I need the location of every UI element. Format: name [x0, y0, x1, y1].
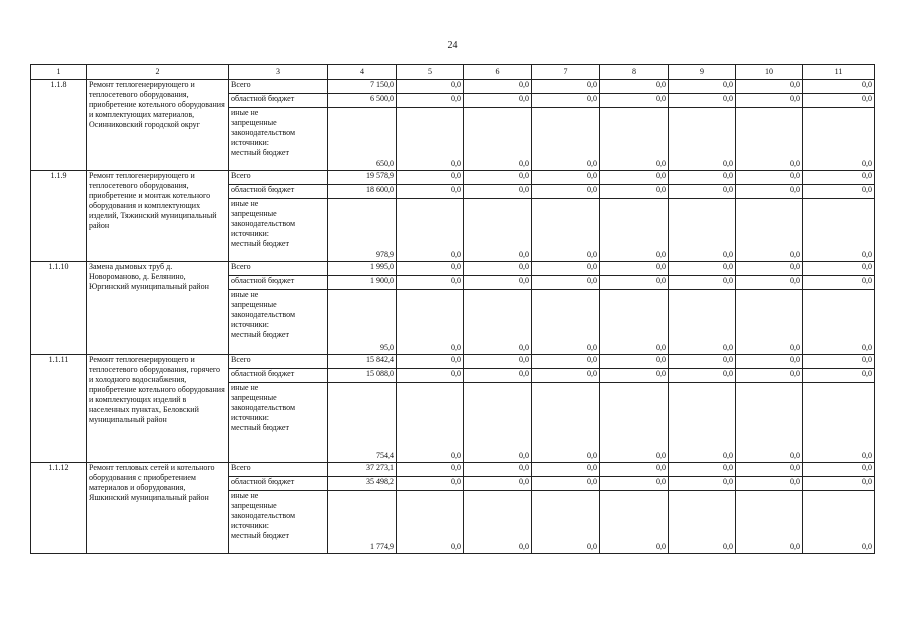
amount-cell: 0,0: [736, 171, 803, 185]
amount-cell: 0,0: [600, 355, 669, 369]
amount-cell: 0,0: [803, 355, 875, 369]
amount-cell: 19 578,9: [328, 171, 397, 185]
item-description: Замена дымовых труб д. Новороманово, д. Белянино, Юргинский муниципальный район: [87, 262, 229, 355]
item-description: Ремонт теплогенерирующего и теплосетевого оборудования, приобретение котельного оборудования и комплектующих материалов, Осинниковский городской округ: [87, 80, 229, 171]
column-header: 2: [87, 65, 229, 80]
amount-cell: 0,0: [600, 262, 669, 276]
amount-cell: 1 995,0: [328, 262, 397, 276]
amount-cell: 0,0: [669, 276, 736, 290]
amount-cell: 0,0: [736, 199, 803, 262]
column-header: 4: [328, 65, 397, 80]
amount-cell: 0,0: [397, 290, 464, 355]
amount-cell: 0,0: [803, 369, 875, 383]
table-row: [31, 171, 875, 185]
amount-cell: 0,0: [669, 94, 736, 108]
amount-cell: 0,0: [397, 199, 464, 262]
column-header: 1: [31, 65, 87, 80]
amount-cell: 0,0: [736, 463, 803, 477]
funding-source: иные не запрещенные законодательством источники: местный бюджет: [229, 199, 328, 262]
amount-cell: 0,0: [532, 491, 600, 554]
amount-cell: 7 150,0: [328, 80, 397, 94]
column-header: 5: [397, 65, 464, 80]
amount-cell: 0,0: [669, 185, 736, 199]
funding-source: иные не запрещенные законодательством источники: местный бюджет: [229, 383, 328, 463]
amount-cell: 0,0: [600, 80, 669, 94]
amount-cell: 0,0: [532, 477, 600, 491]
amount-cell: 15 842,4: [328, 355, 397, 369]
funding-source: областной бюджет: [229, 369, 328, 383]
funding-source: Всего: [229, 463, 328, 477]
amount-cell: 754,4: [328, 383, 397, 463]
amount-cell: 0,0: [803, 185, 875, 199]
amount-cell: 0,0: [600, 276, 669, 290]
funding-source: областной бюджет: [229, 94, 328, 108]
amount-cell: 0,0: [600, 108, 669, 171]
amount-cell: 0,0: [600, 290, 669, 355]
amount-cell: 0,0: [669, 463, 736, 477]
amount-cell: 0,0: [532, 185, 600, 199]
amount-cell: 0,0: [600, 477, 669, 491]
amount-cell: 0,0: [397, 80, 464, 94]
column-header: 3: [229, 65, 328, 80]
amount-cell: 0,0: [600, 463, 669, 477]
amount-cell: 15 088,0: [328, 369, 397, 383]
amount-cell: 0,0: [803, 491, 875, 554]
amount-cell: 0,0: [736, 108, 803, 171]
funding-source: областной бюджет: [229, 477, 328, 491]
amount-cell: 0,0: [464, 262, 532, 276]
amount-cell: 1 900,0: [328, 276, 397, 290]
item-number: 1.1.8: [31, 80, 87, 171]
amount-cell: 0,0: [669, 80, 736, 94]
amount-cell: 0,0: [669, 290, 736, 355]
amount-cell: 0,0: [736, 276, 803, 290]
amount-cell: 0,0: [397, 108, 464, 171]
table-row: [31, 463, 875, 477]
amount-cell: 0,0: [803, 262, 875, 276]
amount-cell: 0,0: [669, 199, 736, 262]
amount-cell: 0,0: [736, 355, 803, 369]
amount-cell: 0,0: [397, 276, 464, 290]
amount-cell: 0,0: [736, 262, 803, 276]
item-description: Ремонт тепловых сетей и котельного оборудования с приобретением материалов и оборудования, Яшкинский муниципальный район: [87, 463, 229, 554]
budget-table: [30, 64, 875, 554]
column-header-row: [31, 65, 875, 80]
amount-cell: 6 500,0: [328, 94, 397, 108]
amount-cell: 0,0: [397, 94, 464, 108]
amount-cell: 0,0: [736, 477, 803, 491]
amount-cell: 95,0: [328, 290, 397, 355]
amount-cell: 0,0: [736, 185, 803, 199]
amount-cell: 0,0: [464, 369, 532, 383]
column-header: 10: [736, 65, 803, 80]
amount-cell: 35 498,2: [328, 477, 397, 491]
amount-cell: 0,0: [669, 108, 736, 171]
amount-cell: 0,0: [600, 171, 669, 185]
column-header: 6: [464, 65, 532, 80]
amount-cell: 0,0: [669, 262, 736, 276]
amount-cell: 0,0: [397, 383, 464, 463]
amount-cell: 0,0: [532, 276, 600, 290]
amount-cell: 0,0: [464, 80, 532, 94]
amount-cell: 0,0: [397, 171, 464, 185]
item-number: 1.1.9: [31, 171, 87, 262]
amount-cell: 0,0: [397, 491, 464, 554]
amount-cell: 0,0: [532, 369, 600, 383]
amount-cell: 0,0: [397, 369, 464, 383]
amount-cell: 0,0: [600, 383, 669, 463]
funding-source: Всего: [229, 355, 328, 369]
funding-source: иные не запрещенные законодательством источники: местный бюджет: [229, 290, 328, 355]
amount-cell: 0,0: [464, 477, 532, 491]
amount-cell: 0,0: [464, 355, 532, 369]
amount-cell: 37 273,1: [328, 463, 397, 477]
funding-source: Всего: [229, 262, 328, 276]
table-row: [31, 80, 875, 94]
amount-cell: 0,0: [464, 94, 532, 108]
page-number: 24: [447, 40, 458, 51]
item-description: Ремонт теплогенерирующего и теплосетевого оборудования, приобретение и монтаж котельного оборудования и комплектующих изделий, Тяжинский муниципальный район: [87, 171, 229, 262]
funding-source: иные не запрещенные законодательством источники: местный бюджет: [229, 108, 328, 171]
column-header: 8: [600, 65, 669, 80]
amount-cell: 0,0: [464, 290, 532, 355]
amount-cell: 0,0: [397, 185, 464, 199]
amount-cell: 0,0: [669, 477, 736, 491]
amount-cell: 0,0: [464, 463, 532, 477]
amount-cell: 0,0: [600, 369, 669, 383]
table-row: [31, 262, 875, 276]
amount-cell: 0,0: [736, 369, 803, 383]
item-number: 1.1.10: [31, 262, 87, 355]
amount-cell: 0,0: [736, 94, 803, 108]
amount-cell: 0,0: [532, 80, 600, 94]
amount-cell: 0,0: [532, 262, 600, 276]
funding-source: Всего: [229, 171, 328, 185]
amount-cell: 0,0: [464, 276, 532, 290]
item-description: Ремонт теплогенерирующего и теплосетевого оборудования, горячего и холодного водоснабжения, приобретение котельного оборудования и комплектующих изделий в населенных пунктах, Беловский муниципальный район: [87, 355, 229, 463]
amount-cell: 0,0: [532, 290, 600, 355]
table-row: [31, 355, 875, 369]
column-header: 11: [803, 65, 875, 80]
funding-source: Всего: [229, 80, 328, 94]
amount-cell: 0,0: [669, 171, 736, 185]
amount-cell: 0,0: [736, 491, 803, 554]
amount-cell: 0,0: [532, 171, 600, 185]
amount-cell: 0,0: [464, 171, 532, 185]
amount-cell: 0,0: [803, 171, 875, 185]
amount-cell: 0,0: [736, 383, 803, 463]
amount-cell: 0,0: [803, 290, 875, 355]
amount-cell: 0,0: [464, 185, 532, 199]
amount-cell: 0,0: [532, 199, 600, 262]
funding-source: областной бюджет: [229, 276, 328, 290]
amount-cell: 0,0: [803, 199, 875, 262]
amount-cell: 0,0: [397, 262, 464, 276]
item-number: 1.1.12: [31, 463, 87, 554]
amount-cell: 0,0: [736, 80, 803, 94]
amount-cell: 18 600,0: [328, 185, 397, 199]
funding-source: иные не запрещенные законодательством источники: местный бюджет: [229, 491, 328, 554]
amount-cell: 1 774,9: [328, 491, 397, 554]
amount-cell: 0,0: [669, 369, 736, 383]
column-header: 9: [669, 65, 736, 80]
amount-cell: 0,0: [532, 463, 600, 477]
amount-cell: 650,0: [328, 108, 397, 171]
amount-cell: 0,0: [532, 94, 600, 108]
amount-cell: 0,0: [532, 108, 600, 171]
amount-cell: 0,0: [803, 108, 875, 171]
amount-cell: 0,0: [397, 355, 464, 369]
amount-cell: 0,0: [803, 94, 875, 108]
amount-cell: 0,0: [464, 383, 532, 463]
amount-cell: 0,0: [600, 185, 669, 199]
amount-cell: 0,0: [397, 463, 464, 477]
amount-cell: 0,0: [803, 276, 875, 290]
amount-cell: 0,0: [532, 355, 600, 369]
amount-cell: 978,9: [328, 199, 397, 262]
amount-cell: 0,0: [669, 491, 736, 554]
funding-source: областной бюджет: [229, 185, 328, 199]
amount-cell: 0,0: [736, 290, 803, 355]
amount-cell: 0,0: [803, 477, 875, 491]
amount-cell: 0,0: [669, 355, 736, 369]
amount-cell: 0,0: [397, 477, 464, 491]
amount-cell: 0,0: [669, 383, 736, 463]
amount-cell: 0,0: [532, 383, 600, 463]
amount-cell: 0,0: [600, 491, 669, 554]
amount-cell: 0,0: [803, 463, 875, 477]
amount-cell: 0,0: [464, 108, 532, 171]
item-number: 1.1.11: [31, 355, 87, 463]
amount-cell: 0,0: [464, 199, 532, 262]
amount-cell: 0,0: [464, 491, 532, 554]
amount-cell: 0,0: [600, 94, 669, 108]
column-header: 7: [532, 65, 600, 80]
amount-cell: 0,0: [803, 383, 875, 463]
amount-cell: 0,0: [600, 199, 669, 262]
amount-cell: 0,0: [803, 80, 875, 94]
